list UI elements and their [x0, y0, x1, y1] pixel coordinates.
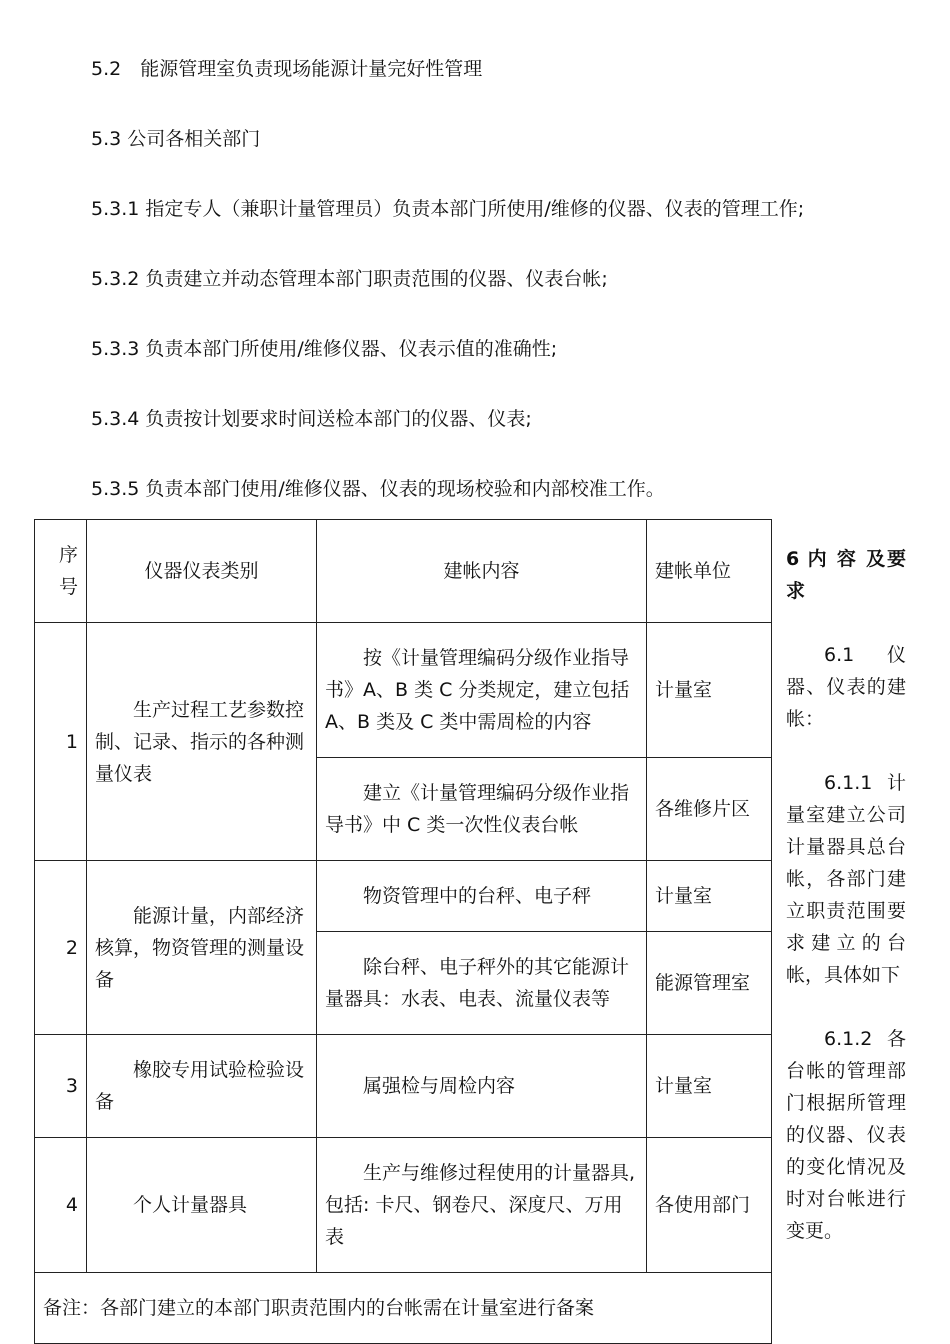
header-no-line2: 号 [59, 576, 79, 598]
paragraph-5-3-4: 5.3.4 负责按计划要求时间送检本部门的仪器、仪表; [91, 408, 532, 430]
table-header-row [35, 520, 772, 623]
row-unit: 各使用部门 [647, 1138, 772, 1273]
table-row [35, 623, 772, 758]
paragraph-5-3-2: 5.3.2 负责建立并动态管理本部门职责范围的仪器、仪表台帐; [91, 268, 608, 290]
row-number: 3 [35, 1035, 87, 1138]
table-row [35, 861, 772, 932]
row-content: 除台秤、电子秤外的其它能源计量器具：水表、电表、流量仪表等 [317, 932, 647, 1035]
header-unit: 建帐单位 [647, 520, 772, 623]
row-content: 按《计量管理编码分级作业指导书》A、B 类 C 分类规定，建立包括 A、B 类及 C 类中需周检的内容 [317, 623, 647, 758]
row-content: 生产与维修过程使用的计量器具, 包括: 卡尺、钢卷尺、深度尺、万用表 [317, 1138, 647, 1273]
table-row [35, 1138, 772, 1273]
row-content: 属强检与周检内容 [317, 1035, 647, 1138]
paragraph-5-3: 5.3 公司各相关部门 [91, 128, 261, 150]
remark-row [35, 1273, 772, 1344]
row-category: 生产过程工艺参数控制、记录、指示的各种测量仪表 [87, 623, 317, 861]
side-column [786, 543, 906, 1247]
row-content: 建立《计量管理编码分级作业指导书》中 C 类一次性仪表台帐 [317, 758, 647, 861]
row-unit: 计量室 [647, 1035, 772, 1138]
row-number: 4 [35, 1138, 87, 1273]
row-unit: 能源管理室 [647, 932, 772, 1035]
header-no [35, 520, 87, 623]
row-unit: 计量室 [647, 861, 772, 932]
row-content: 物资管理中的台秤、电子秤 [317, 861, 647, 932]
ledger-table [34, 519, 772, 1344]
section-6-1-1: 6.1.1 计量室建立公司计量器具总台帐，各部门建立职责范围要求建立的台帐，具体如下 [786, 772, 906, 986]
header-category: 仪器仪表类别 [87, 520, 317, 623]
row-category: 橡胶专用试验检验设备 [87, 1035, 317, 1138]
row-number: 2 [35, 861, 87, 1035]
row-number: 1 [35, 623, 87, 861]
table-row [35, 1035, 772, 1138]
header-content: 建帐内容 [317, 520, 647, 623]
paragraph-5-3-1: 5.3.1 指定专人（兼职计量管理员）负责本部门所使用/维修的仪器、仪表的管理工作; [91, 198, 805, 220]
row-unit: 各维修片区 [647, 758, 772, 861]
paragraph-5-3-5: 5.3.5 负责本部门使用/维修仪器、仪表的现场校验和内部校准工作。 [91, 478, 665, 500]
header-no-line1: 序 [59, 544, 79, 566]
section-6-1: 6.1 仪器、仪表的建帐： [786, 644, 906, 730]
remark-note: 备注：各部门建立的本部门职责范围内的台帐需在计量室进行备案 [35, 1273, 772, 1344]
row-category: 个人计量器具 [87, 1138, 317, 1273]
row-category: 能源计量，内部经济核算，物资管理的测量设备 [87, 861, 317, 1035]
paragraph-5-3-3: 5.3.3 负责本部门所使用/维修仪器、仪表示值的准确性; [91, 338, 558, 360]
section-6-1-2: 6.1.2 各台帐的管理部门根据所管理的仪器、仪表的变化情况及时对台帐进行变更。 [786, 1028, 906, 1242]
paragraph-5-2: 5.2 能源管理室负责现场能源计量完好性管理 [91, 58, 483, 80]
section-6-heading: 6 内 容 及要求 [786, 548, 906, 602]
row-unit: 计量室 [647, 623, 772, 758]
